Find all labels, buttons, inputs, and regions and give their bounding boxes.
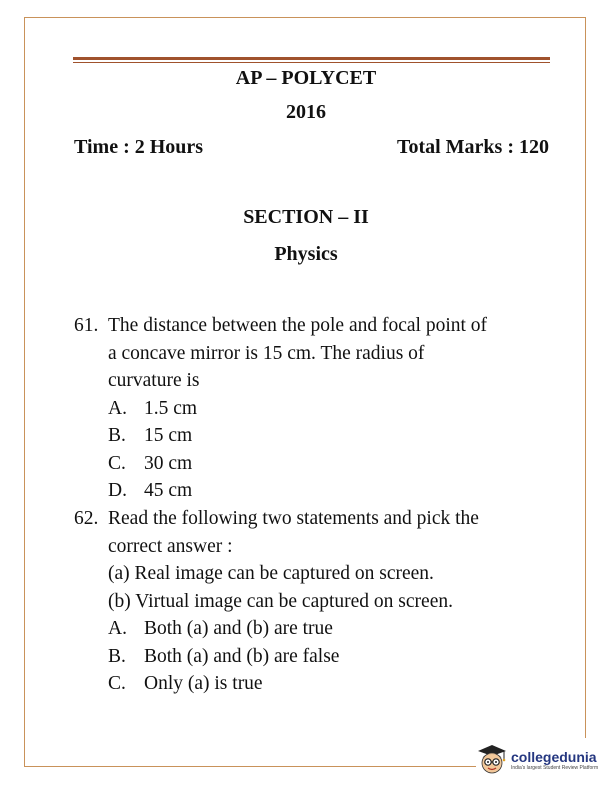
option-a: A. 1.5 cm [108, 397, 198, 419]
section-title: SECTION – II [243, 206, 369, 228]
question-line: a concave mirror is 15 cm. The radius of [108, 342, 425, 364]
option-b: B. 15 cm [108, 425, 193, 446]
header-rule-thin [73, 62, 550, 63]
statement-b: (b) Virtual image can be captured on screen. [108, 590, 453, 612]
option-c: C. 30 cm [108, 452, 193, 474]
header-rule [73, 57, 550, 60]
question-61 [74, 312, 554, 505]
time-info: Time : 2 Hours [74, 136, 204, 158]
option-d: D. 45 cm [108, 480, 193, 501]
logo-brand-text: collegedunia [511, 748, 597, 765]
option-b: B. Both (a) and (b) are false [108, 645, 340, 667]
option-a: A. Both (a) and (b) are true [108, 618, 333, 639]
question-number: 61. [74, 315, 99, 336]
subject-title: Physics [274, 243, 338, 265]
question-line: 62. Read the following two statements and pick the [74, 505, 554, 533]
question-line: curvature is [108, 370, 200, 391]
option-c: C. Only (a) is true [108, 673, 263, 694]
question-line: 61. The distance between the pole and focal point of [74, 312, 554, 340]
exam-year: 2016 [286, 101, 326, 123]
question-number: 62. [74, 508, 99, 529]
collegedunia-logo [476, 738, 604, 782]
statement-a: (a) Real image can be captured on screen. [108, 563, 434, 584]
question-line: correct answer : [108, 535, 233, 557]
question-62 [74, 505, 554, 698]
student-mascot-icon [476, 742, 508, 778]
marks-info: Total Marks : 120 [396, 136, 549, 158]
exam-title: AP – POLYCET [235, 67, 377, 89]
logo-tagline: India's largest Student Review Platform [511, 764, 599, 771]
